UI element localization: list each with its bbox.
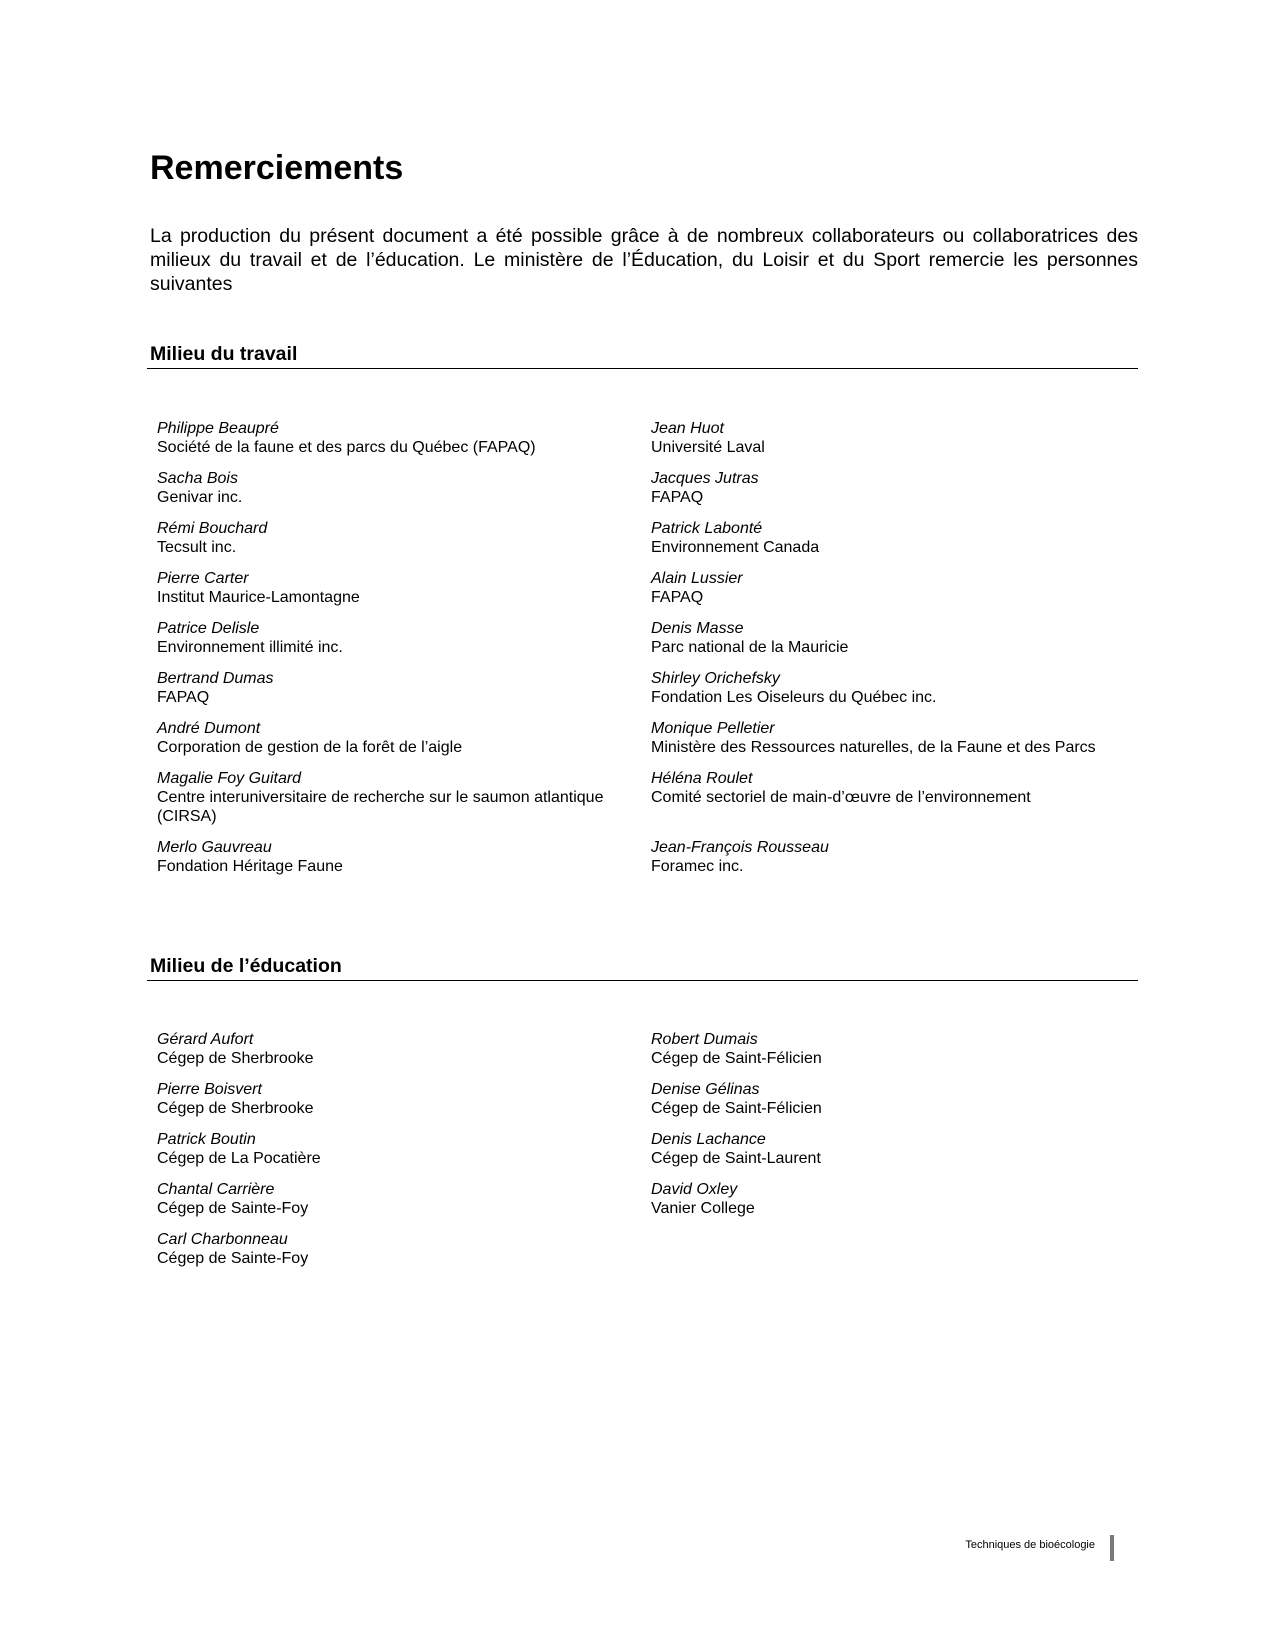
person-organization: Institut Maurice-Lamontagne (157, 589, 360, 606)
person-organization: Cégep de Saint-Laurent (651, 1150, 821, 1167)
person-organization: Fondation Héritage Faune (157, 858, 343, 875)
person-organization: FAPAQ (157, 689, 210, 706)
person-organization: Cégep de Sainte-Foy (157, 1250, 309, 1267)
person-entry (651, 669, 1131, 707)
footer-bar (1110, 1535, 1114, 1561)
person-name: Chantal Carrière (157, 1181, 275, 1198)
person-organization: Cégep de Sherbrooke (157, 1050, 314, 1067)
person-entry (651, 1080, 1131, 1118)
person-name: Patrice Delisle (157, 620, 260, 637)
person-entry (157, 1080, 632, 1118)
person-name: Jacques Jutras (651, 470, 759, 487)
person-entry (157, 769, 632, 826)
person-entry (157, 838, 632, 876)
person-organization: Comité sectoriel de main-d’œuvre de l’environnement (651, 789, 1031, 806)
people-list-travail-left (157, 419, 632, 888)
person-name: Magalie Foy Guitard (157, 770, 302, 787)
person-entry (651, 719, 1131, 757)
person-organization: Cégep de Sainte-Foy (157, 1200, 309, 1217)
person-organization: Université Laval (651, 439, 765, 456)
person-name: Jean Huot (651, 420, 724, 437)
person-entry (651, 1180, 1131, 1218)
person-organization: Tecsult inc. (157, 539, 237, 556)
person-name: David Oxley (651, 1181, 738, 1198)
person-entry (651, 569, 1131, 607)
person-organization: FAPAQ (651, 589, 704, 606)
person-organization: Corporation de gestion de la forêt de l’aigle (157, 739, 463, 756)
person-entry (651, 419, 1131, 457)
page-title: Remerciements (150, 149, 404, 187)
person-entry (651, 519, 1131, 557)
person-organization: Foramec inc. (651, 858, 744, 875)
person-name: Carl Charbonneau (157, 1231, 288, 1248)
person-name: Denise Gélinas (651, 1081, 760, 1098)
person-name: Monique Pelletier (651, 720, 775, 737)
person-name: Shirley Orichefsky (651, 670, 780, 687)
person-name: Denis Masse (651, 620, 744, 637)
person-organization: Centre interuniversitaire de recherche sur le saumon atlantique (CIRSA) (157, 789, 604, 825)
person-organization: FAPAQ (651, 489, 704, 506)
person-organization: Genivar inc. (157, 489, 243, 506)
person-name: Bertrand Dumas (157, 670, 274, 687)
person-entry (157, 469, 632, 507)
person-organization: Cégep de Sherbrooke (157, 1100, 314, 1117)
person-entry (651, 769, 1131, 807)
person-entry (651, 1130, 1131, 1168)
person-name: Héléna Roulet (651, 770, 753, 787)
intro-paragraph: La production du présent document a été possible grâce à de nombreux collaborateurs ou collaboratrices des milieux du travail et de l’éducation. Le ministère de l’Éducation, du Loisir et du Sport remercie les personnes suivantes (150, 225, 1138, 295)
person-entry (157, 1230, 632, 1268)
person-entry (651, 619, 1131, 657)
person-name: Alain Lussier (651, 570, 743, 587)
person-name: Philippe Beaupré (157, 420, 279, 437)
person-name: Pierre Boisvert (157, 1081, 262, 1098)
section-heading-milieu-travail: Milieu du travail (147, 342, 1138, 369)
person-organization: Environnement illimité inc. (157, 639, 343, 656)
section-heading-milieu-education: Milieu de l’éducation (147, 954, 1138, 981)
people-list-education-left (157, 1030, 632, 1280)
person-organization: Société de la faune et des parcs du Québec (FAPAQ) (157, 439, 536, 456)
person-name: Rémi Bouchard (157, 520, 268, 537)
person-entry (651, 1030, 1131, 1068)
person-organization: Fondation Les Oiseleurs du Québec inc. (651, 689, 937, 706)
people-list-travail-right (651, 419, 1131, 888)
person-name: Patrick Boutin (157, 1131, 256, 1148)
person-name: Jean-François Rousseau (651, 839, 829, 856)
person-entry (157, 1030, 632, 1068)
person-name: Merlo Gauvreau (157, 839, 272, 856)
person-entry (157, 1130, 632, 1168)
person-organization: Cégep de Saint-Félicien (651, 1050, 822, 1067)
person-name: Pierre Carter (157, 570, 249, 587)
person-name: Sacha Bois (157, 470, 238, 487)
person-name: Denis Lachance (651, 1131, 766, 1148)
footer-program-label: Techniques de bioécologie (965, 1539, 1095, 1551)
person-entry (157, 719, 632, 757)
person-name: Patrick Labonté (651, 520, 763, 537)
person-organization: Environnement Canada (651, 539, 820, 556)
person-entry (157, 619, 632, 657)
person-organization: Cégep de Saint-Félicien (651, 1100, 822, 1117)
person-entry (157, 669, 632, 707)
person-organization: Parc national de la Mauricie (651, 639, 849, 656)
person-name: André Dumont (157, 720, 261, 737)
person-entry (157, 519, 632, 557)
person-organization: Ministère des Ressources naturelles, de la Faune et des Parcs (651, 739, 1096, 756)
person-entry (651, 469, 1131, 507)
person-organization: Cégep de La Pocatière (157, 1150, 321, 1167)
person-name: Gérard Aufort (157, 1031, 254, 1048)
person-entry (157, 569, 632, 607)
person-entry (157, 1180, 632, 1218)
person-name: Robert Dumais (651, 1031, 758, 1048)
person-entry (651, 838, 1131, 876)
person-entry (157, 419, 632, 457)
person-organization: Vanier College (651, 1200, 755, 1217)
people-list-education-right (651, 1030, 1131, 1230)
